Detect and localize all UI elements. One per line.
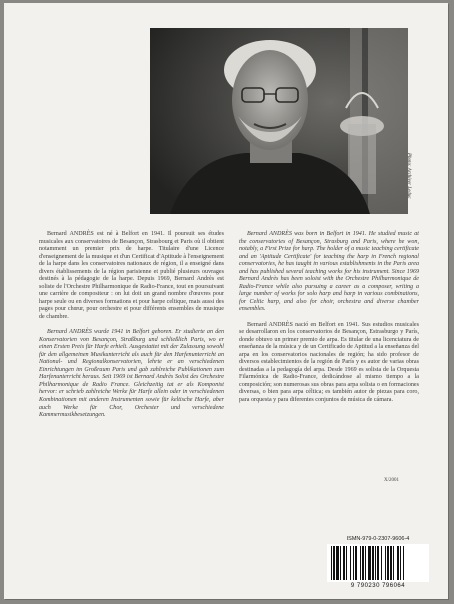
author-photo — [150, 28, 408, 214]
barcode-number: 9 790230 796064 — [350, 583, 406, 589]
bio-french: Bernard ANDRÈS est né à Belfort en 1941. Il poursuit ses études musicales aux conservatoires de Besançon, Strasbourg et Paris où il obtient notamment un premier prix de harpe. Titulaire d'une Licence d'enseignement de la musique et d'un Certificat d'Aptitude à l'enseignement de la harpe dans les conservatoires nationaux de région, il a enseigné dans divers établissements de la région parisienne et publié plusieurs ouvrages destinés à la pédagogie de la harpe. Depuis 1969, Bernard Andrès est soliste de l'Orchestre Philharmonique de Radio-France, tout en poursuivant une carrière de compositeur : on lui doit un grand nombre d'œuvres pour harpe seule ou en diverses formations et pour harpe celtique, mais aussi des pages pour chœur, pour orchestre et pour différents ensembles de musique de chambre. — [39, 231, 224, 321]
ismn-label: ISMN-979-0-2307-9606-4 — [346, 536, 410, 542]
left-text-column — [39, 231, 224, 427]
photo-credit: Photo: Archiver Leduc — [406, 153, 411, 199]
right-text-column — [239, 231, 419, 412]
barcode — [327, 544, 429, 582]
print-code: X/2001 — [384, 478, 399, 483]
back-cover-page — [4, 3, 448, 599]
bio-english: Bernard ANDRÈS was born in Belfort in 1941. He studied music at the conservatories of Besançon, Strasburg and Paris, where he won, notably, a First Prize for harp. The holder of a music teaching certificate and an 'Aptitude Certificate' for teaching the harp in French regional conservatories, he has taught in various establishments in the Paris area and has published several teaching works for his instrument. Since 1969 Bernard Andrès has been soloist with the Orchestre Philharmonique de Radio-France while also pursuing a career as a composer, writing a large number of works for solo harp and harp in various combinations, for Celtic harp, and also for choir, orchestra and diverse chamber ensembles. — [239, 231, 419, 313]
bio-german: Bernard ANDRÈS wurde 1941 in Belfort geboren. Er studierte an den Konservatorien von Besançon, Straßburg und schließlich Paris, wo er einen Ersten Preis für Harfe erhielt. Ausgestattet mit der Zulassung sowohl für den allgemeinen Musikunterricht als auch für den Harfenunterricht an National- und Regionalkonservatorien, lehrte er an verschiedenen Einrichtungen im Großraum Paris und gab zahlreiche Publikationen zum Harfenunterricht heraus. Seit 1969 ist Bernard Andrès Solist des Orchestre Philharmonique de Radio France. Gleichzeitig tat er als Komponist hervor: er schrieb zahlreiche Werke für Harfe allein oder in verschiedenen Kombinationen mit anderen Instrumenten sowie für keltische Harfe, aber auch Werke für Chor, Orchester und verschiedene Kammermusikbesetzungen. — [39, 329, 224, 419]
bio-spanish: Bernard ANDRÈS nació en Belfort en 1941. Sus estudios musicales se desarrollaron en los conservatorios de Besançon, Estrasburgo y París, donde obtuvo un primer premio de arpa. Es titular de una licenciatura de enseñanza de la música y de un Certificado de Aptitud a la enseñanza del arpa en los conservatorios nacionales de región; ha sido profesor de diversos establecimientos de la región de París y es autor de varias obras destinadas a la pedagogía del arpa. Desde 1969 es solista de la Orquesta Filarmónica de Radio-France, dedicándose al mismo tiempo a la composición; son numerosas sus obras para arpa solista o en formaciones diversas, o bien para arpa céltica; es también autor de piezas para coro, para orquesta y para diferentes conjuntos de música de cámara. — [239, 321, 419, 403]
